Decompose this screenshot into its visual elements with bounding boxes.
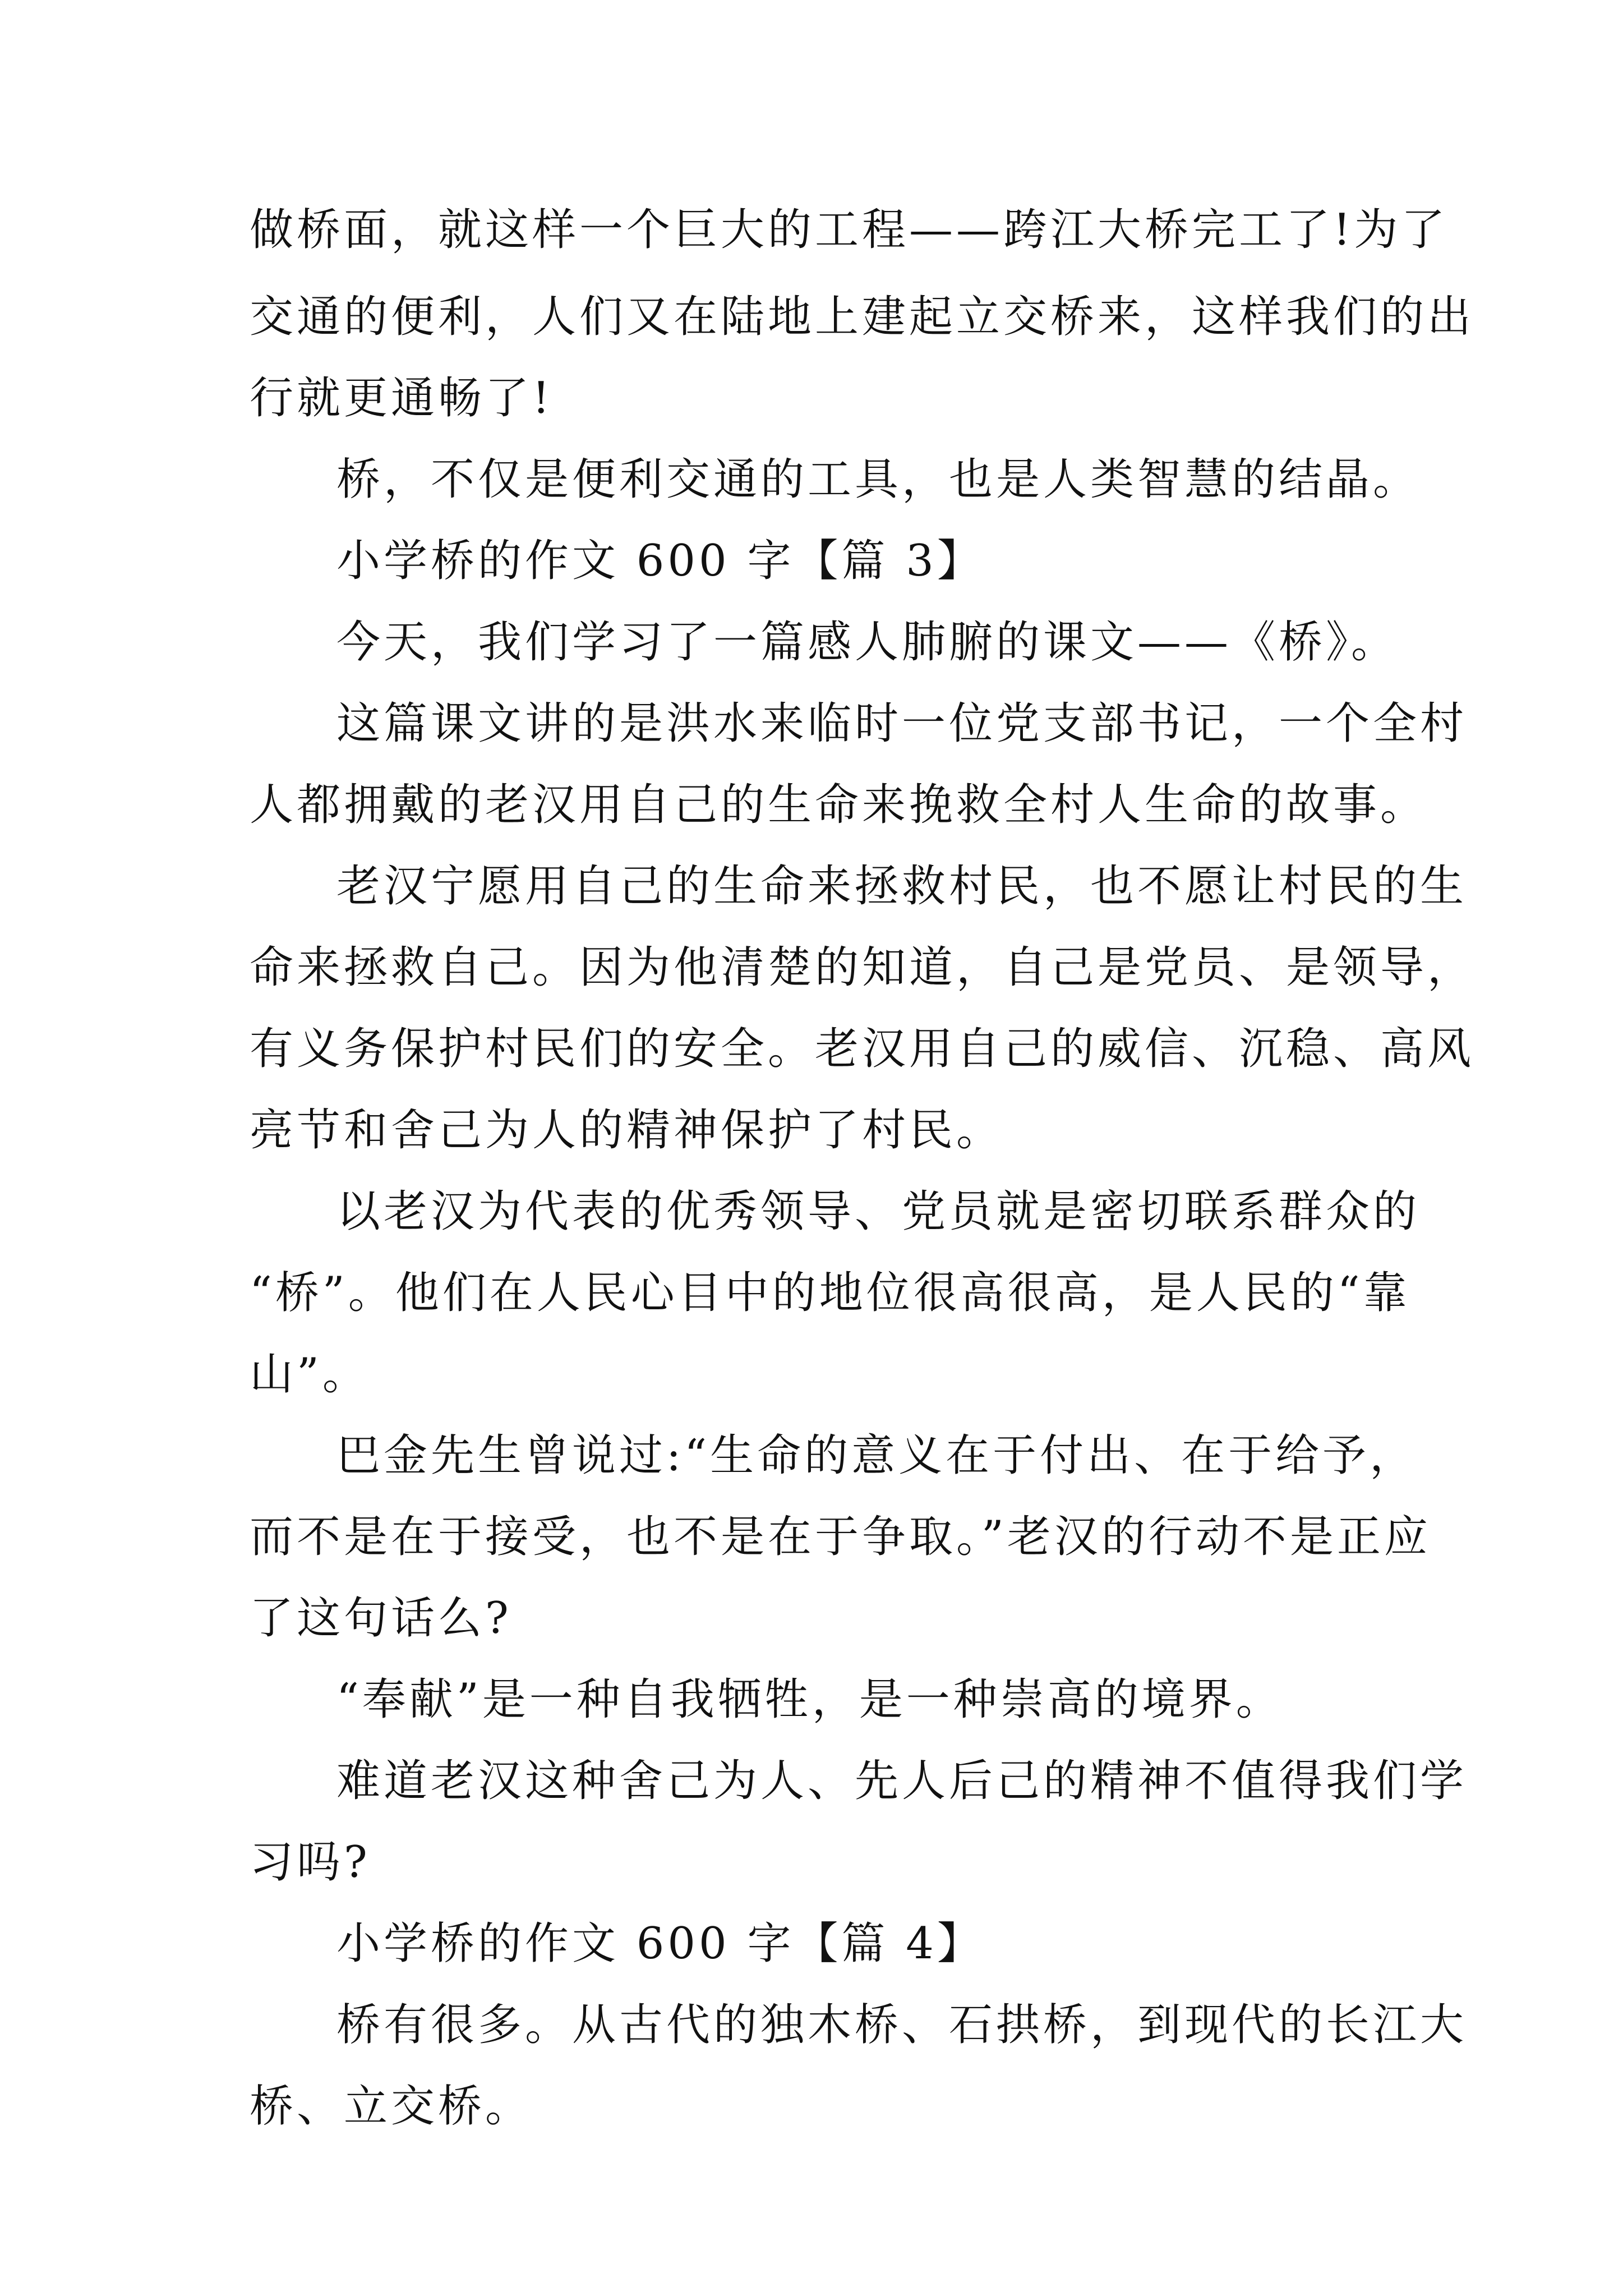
text-line: 桥，不仅是便利交通的工具，也是人类智慧的结晶。	[336, 454, 1421, 505]
text-line: “奉献”是一种自我牺牲，是一种崇高的境界。	[336, 1674, 1283, 1725]
text-line: “桥”。他们在人民心目中的地位很高很高，是人民的“靠	[250, 1268, 1410, 1318]
text-line: 而不是在于接受，也不是在于争取。”老汉的行动不是正应	[250, 1512, 1431, 1562]
text-line: 行就更通畅了!	[250, 373, 554, 424]
text-line: 习吗?	[250, 1837, 371, 1888]
text-line: 人都拥戴的老汉用自己的生命来挽救全村人生命的故事。	[250, 780, 1428, 830]
text-line: 以老汉为代表的优秀领导、党员就是密切联系群众的	[336, 1186, 1421, 1237]
text-line: 难道老汉这种舍己为人、先人后己的精神不值得我们学	[336, 1756, 1468, 1806]
text-line: 巴金先生曾说过:“生命的意义在于付出、在于给予，	[336, 1430, 1417, 1481]
text-line: 有义务保护村民们的安全。老汉用自己的威信、沉稳、高风	[250, 1024, 1475, 1074]
text-line: 桥有很多。从古代的独木桥、石拱桥，到现代的长江大	[336, 2000, 1468, 2050]
text-line: 老汉宁愿用自己的生命来拯救村民，也不愿让村民的生	[336, 861, 1468, 912]
text-line: 亮节和舍己为人的精神保护了村民。	[250, 1105, 1004, 1156]
text-line: 山”。	[250, 1349, 370, 1400]
text-line: 今天，我们学习了一篇感人肺腑的课文——《桥》。	[336, 617, 1399, 668]
section-heading: 小学桥的作文 600 字【篇 3】	[336, 536, 984, 586]
text-line: 这篇课文讲的是洪水来临时一位党支部书记，一个全村	[336, 698, 1468, 749]
text-line: 交通的便利，人们又在陆地上建起立交桥来，这样我们的出	[250, 292, 1475, 342]
section-heading: 小学桥的作文 600 字【篇 4】	[336, 1918, 984, 1969]
text-line: 桥、立交桥。	[250, 2081, 533, 2132]
text-line: 了这句话么?	[250, 1593, 512, 1644]
text-line: 做桥面，就这样一个巨大的工程——跨江大桥完工了!为了	[250, 205, 1449, 255]
text-line: 命来拯救自己。因为他清楚的知道，自己是党员、是领导，	[250, 942, 1475, 993]
